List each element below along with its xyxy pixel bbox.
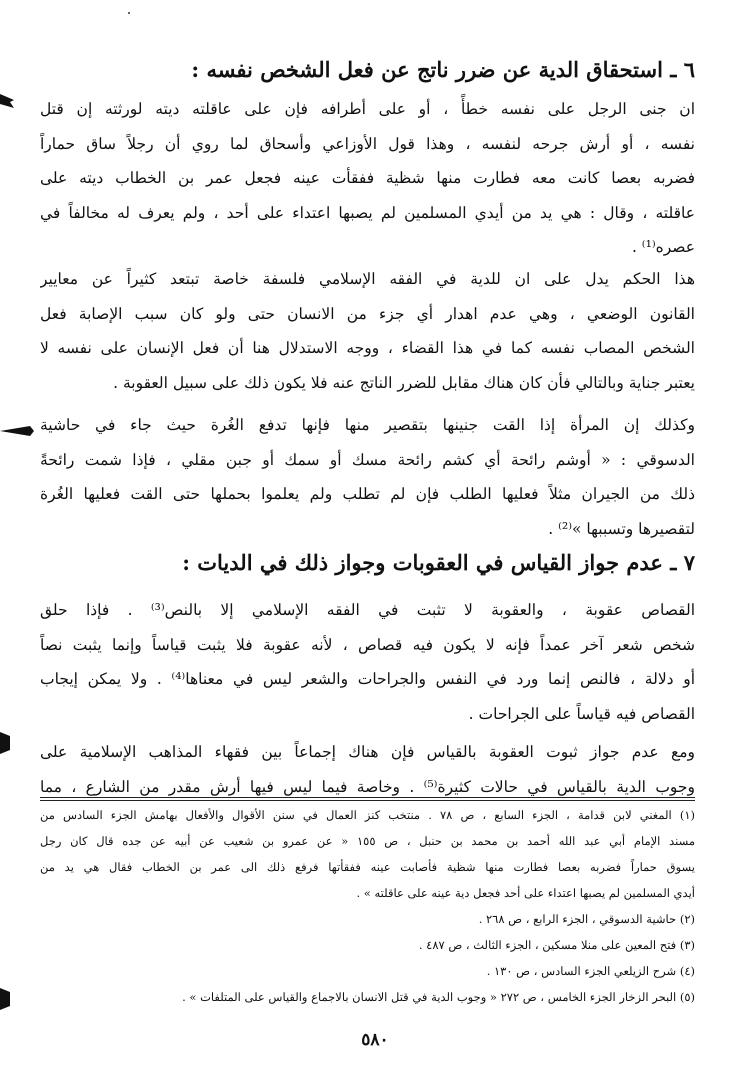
section-heading-6: ٦ ـ استحقاق الدية عن ضرر ناتج عن فعل الشخص نفسه : — [191, 57, 695, 82]
paragraph-line: فضربه بعصا كانت معه فطارت منها شظية ففقأت عينه فجعل عمر بن الخطاب ديته على — [40, 169, 695, 187]
footnote-line: يسوق حماراً فضربه بعصا فطارت منها شظية فأصابت عينه ففقأتها فرفع ذلك الى عمر بن الخطاب فقال هي يد من — [40, 860, 695, 874]
footnote-line: (٣) فتح المعين على منلا مسكين ، الجزء الثالث ، ص ٤٨٧ . — [418, 938, 695, 952]
paragraph-line: يعتبر جناية وبالتالي فأن كان هناك مقابل للضرر الناتج عنه فلا يكون ذلك على سبيل العقوبة . — [113, 373, 695, 392]
footnotes — [40, 802, 695, 1010]
section-heading-7: ٧ ـ عدم جواز القياس في العقوبات وجواز ذلك في الديات : — [182, 550, 695, 575]
paragraph-line: عصره⁽¹⁾ . — [631, 238, 695, 256]
footnote-separator — [40, 800, 695, 801]
paragraph-line: الدسوقي : « أوشم رائحة أي كشم رائحة مسك أو سمك أو جبن مقلي ، فإذا شمت رائحةً — [40, 450, 695, 469]
paragraph-line: وجوب الدية بالقياس في حالات كثيرة⁽⁵⁾ . وخاصة فيما ليس فيها أرش مقدر من الشارع ، مما — [40, 777, 695, 796]
paragraph-line: القانون الوضعي ، وهي عدم اهدار أي جزء من الانسان حتى ولو كان سبب الإصابة فعل — [40, 304, 695, 323]
scan-speck — [128, 12, 130, 14]
paragraph-line: شخص شعر آخر عمداً فإنه لا يكون فيه قصاص ، لأنه عقوبة فلا يثبت قياساً وإنما يثبت نصاً — [40, 635, 695, 654]
paragraph-2 — [40, 262, 695, 400]
paragraph-line: ومع عدم جواز ثبوت العقوبة بالقياس فإن هناك إجماعاً بين فقهاء المذاهب الإسلامية على — [40, 743, 695, 761]
footnote-line: (٢) حاشية الدسوقي ، الجزء الرابع ، ص ٢٦٨ . — [478, 912, 695, 926]
paragraph-line: نفسه ، أو أرش جرحه لنفسه ، وهذا قول الأوزاعي وأسحاق لما روي أن رجلاً ساق حماراً — [40, 134, 695, 153]
paragraph-line: ذلك من الجيران مثلاً فعليها الطلب فإن لم تطلب ولم يعلموا بحملها حتى القت فعليها الغُرة — [40, 485, 695, 503]
paragraph-line: أو دلالة ، فالنص إنما ورد في النفس والجراحات والشعر ليس في معناها⁽⁴⁾ . ولا يمكن إيجاب — [40, 670, 695, 688]
paragraph-5 — [40, 735, 695, 804]
paragraph-line: وكذلك إن المرأة إذا القت جنينها بتقصير منها فإنها تدفع الغُرة حيث جاء في حاشية — [40, 416, 695, 434]
footnote-line: (٤) شرح الزيلعي الجزء السادس ، ص ١٣٠ . — [486, 964, 695, 978]
footnote-line: مسند الإمام أبي عبد الله أحمد بن محمد بن حنبل ، ص ١٥٥ « عن عمرو بن شعيب عن أبيه عن جده قال كان رجل — [40, 834, 695, 848]
paragraph-line: لتقصيرها وتسببها »⁽²⁾ . — [548, 519, 695, 538]
paragraph-line: ان جنى الرجل على نفسه خطأً ، أو على أطرافه فإن على عاقلته ديته لورثته إن قتل — [40, 100, 695, 118]
paragraph-line: القصاص فيه قياساً على الجراحات . — [468, 704, 695, 723]
footnote-separator — [40, 797, 695, 798]
footnote-line: أيدي المسلمين لم يصبها اعتداء على أحد فجعل دية عينه على عاقلته » . — [356, 886, 695, 900]
footnote-line: (١) المغني لابن قدامة ، الجزء السابع ، ص ٧٨ . منتخب كنز العمال في سنن الأقوال والأفعال بهامش الجزء السادس من — [40, 808, 695, 822]
paragraph-4 — [40, 593, 695, 731]
page-number: ٥٨٠ — [361, 1030, 389, 1050]
paragraph-line: الشخص المصاب نفسه كما في هذا القضاء ، ووجه الاستدلال هنا أن فعل الإنسان على نفسه لا — [40, 339, 695, 357]
paragraph-1 — [40, 92, 695, 265]
paragraph-line: هذا الحكم يدل على ان للدية في الفقه الإسلامي فلسفة خاصة تبتعد كثيراً عن معايير — [40, 270, 695, 288]
paragraph-line: القصاص عقوبة ، والعقوبة لا تثبت في الفقه الإسلامي إلا بالنص⁽³⁾ . فإذا حلق — [40, 601, 695, 619]
footnote-line: (٥) البحر الزخار الجزء الخامس ، ص ٢٧٢ « وجوب الدية في قتل الانسان بالاجماع والقياس على المتلفات » . — [182, 990, 695, 1004]
paragraph-line: عاقلته ، وقال : هي يد من أيدي المسلمين لم يصبها اعتداء على أحد ، ولم يعرف له مخالفاً في — [40, 203, 695, 222]
paragraph-3 — [40, 408, 695, 546]
